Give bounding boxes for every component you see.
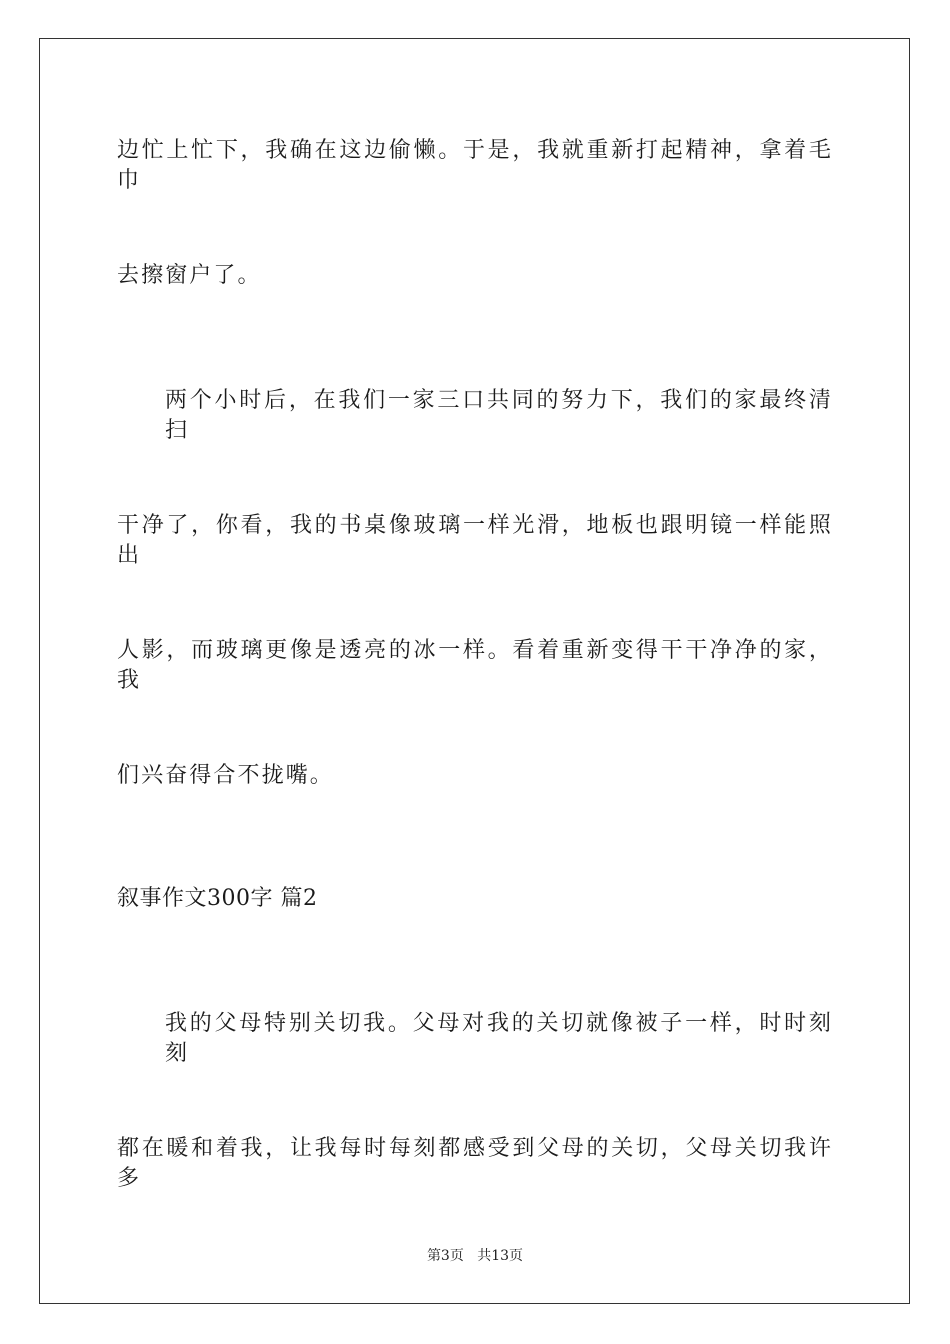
- paragraph-line: 都在暖和着我，让我每时每刻都感受到父母的关切，父母关切我许多: [117, 1136, 833, 1191]
- paragraph-line: 去擦窗户了。: [117, 263, 262, 288]
- paragraph-line: 我的父母特别关切我。父母对我的关切就像被子一样，时时刻刻: [165, 1011, 833, 1066]
- paragraph-line: 们兴奋得合不拢嘴。: [117, 763, 334, 788]
- paragraph-line: 干净了，你看，我的书桌像玻璃一样光滑，地板也跟明镜一样能照出: [117, 513, 833, 568]
- page-number: 第3页: [426, 1248, 464, 1264]
- paragraph-line: 人影，而玻璃更像是透亮的冰一样。看着重新变得干干净净的家，我: [117, 638, 833, 693]
- paragraph-line: 两个小时后，在我们一家三口共同的努力下，我们的家最终清扫: [165, 388, 833, 443]
- section-heading: 叙事作文300字 篇2: [117, 886, 318, 911]
- page-footer: [0, 1246, 950, 1266]
- paragraph-line: 边忙上忙下，我确在这边偷懒。于是，我就重新打起精神，拿着毛巾: [117, 138, 833, 193]
- page-total: 共13页: [477, 1248, 524, 1264]
